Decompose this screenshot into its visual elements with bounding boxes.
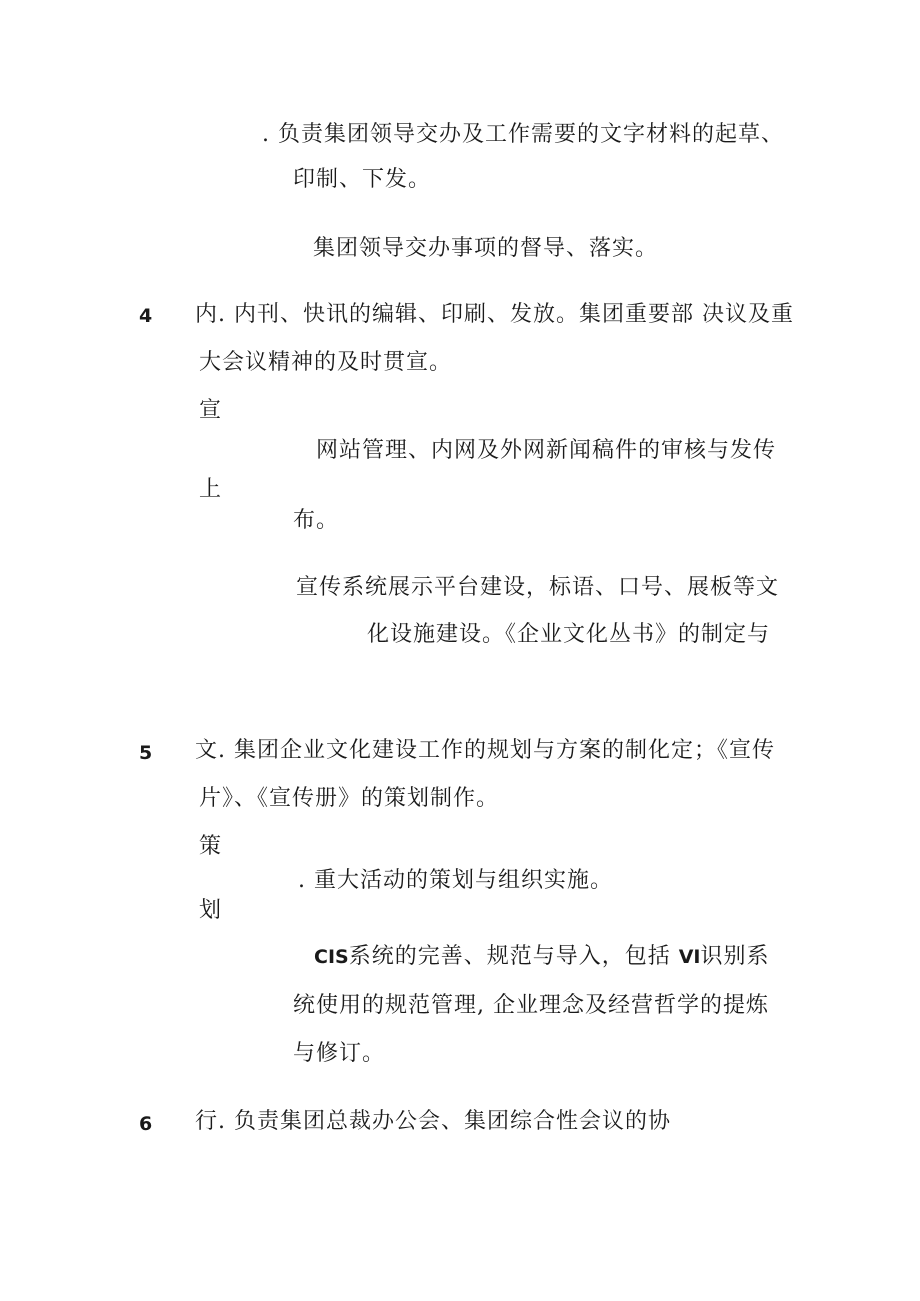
text-line: 内. 内刊、快讯的编辑、印刷、发放。集团重要部 决议及重 (195, 302, 794, 327)
text-line: 与修订。 (293, 1041, 386, 1066)
side-label: 上 (199, 477, 223, 502)
side-label: 宣 (199, 398, 223, 423)
text-line: . 负责集团领导交办及工作需要的文字材料的起草、 (262, 122, 784, 147)
side-label: 策 (199, 834, 223, 859)
text-line: 片》、《宣传册》的策划制作。 (199, 786, 500, 811)
text-fragment: 系统的完善、规范与导入，包括 (348, 944, 671, 969)
text-line: 行. 负责集团总裁办公会、集团综合性会议的协 (195, 1109, 671, 1134)
text-line: 大会议精神的及时贯宣。 (199, 350, 453, 375)
vi-abbreviation: VI (678, 946, 701, 968)
text-line: 印制、下发。 (293, 167, 432, 192)
text-line: 统使用的规范管理, 企业理念及经营哲学的提炼 (293, 993, 769, 1018)
side-label: 划 (199, 898, 223, 923)
text-line: . 重大活动的策划与组织实施。 (298, 868, 613, 893)
text-line: 化设施建设。《企业文化丛书》的制定与 (367, 622, 771, 647)
text-line: 文. 集团企业文化建设工作的规划与方案的制化定；《宣传 (195, 738, 775, 763)
text-fragment: 识别系 (700, 944, 770, 969)
section-number: 5 (139, 742, 153, 764)
text-line: 布。 (293, 508, 340, 533)
section-number: 6 (139, 1113, 153, 1135)
section-number: 4 (139, 305, 153, 327)
text-line: 集团领导交办事项的督导、落实。 (313, 236, 659, 261)
text-line (314, 944, 770, 970)
text-line: 宣传系统展示平台建设，标语、口号、展板等文 (296, 575, 780, 600)
text-line: 网站管理、内网及外网新闻稿件的审核与发传 (316, 438, 777, 463)
cis-abbreviation: CIS (314, 946, 349, 968)
